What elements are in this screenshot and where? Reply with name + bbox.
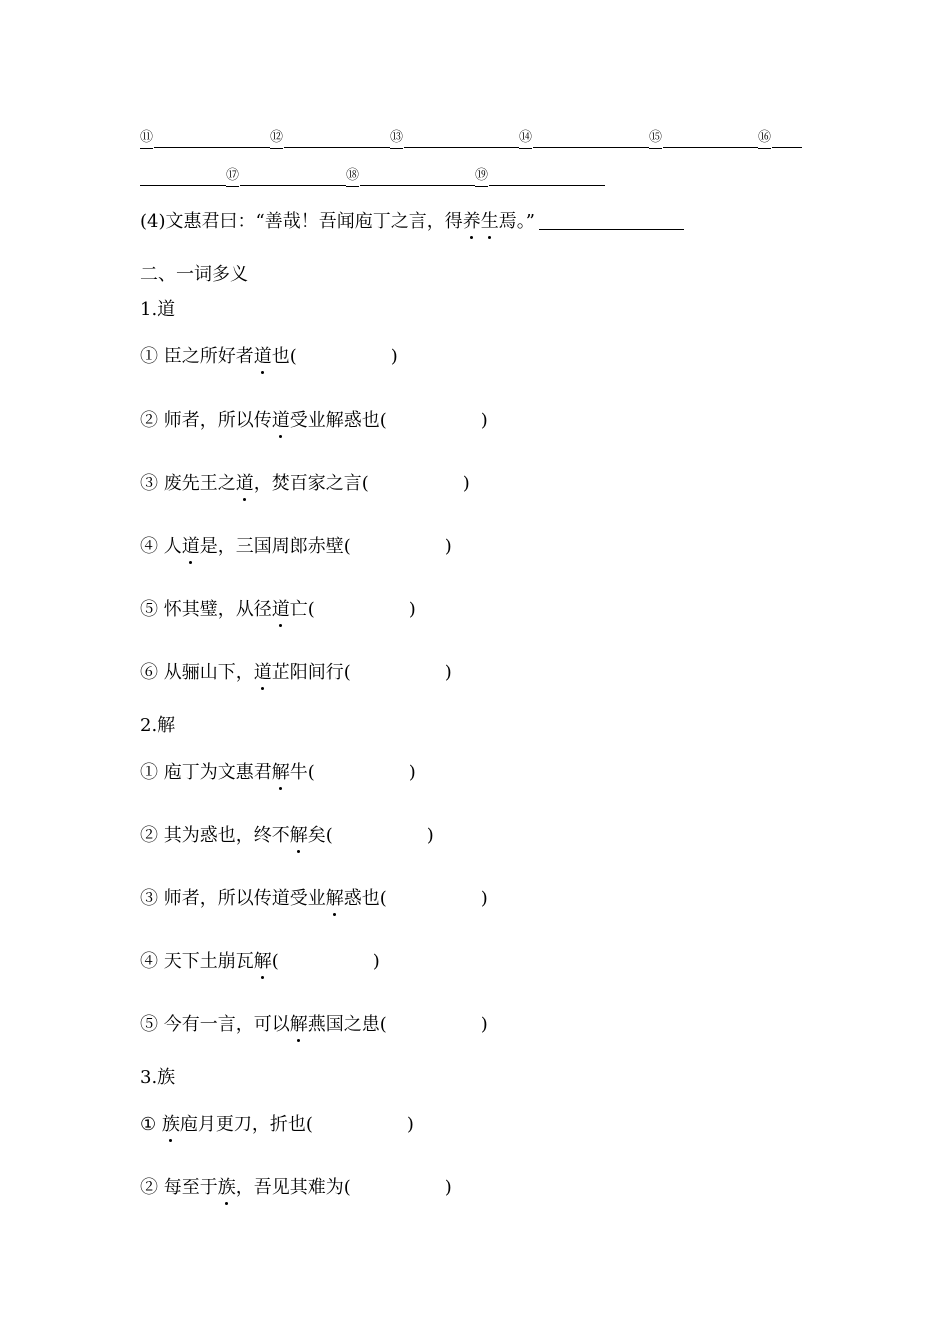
emphasis-char: 解 [253,951,272,972]
list-item [140,345,398,369]
list-item [140,824,434,848]
blank-line[interactable] [140,185,226,186]
list-item [140,1113,414,1137]
item-number: ② [140,410,158,431]
list-item [140,1176,452,1200]
item-text: 师者，所以传道受业 [163,888,326,909]
list-item [140,1013,488,1037]
close-paren: ) [444,662,452,683]
list-item [140,598,416,622]
blank-line[interactable] [154,147,270,148]
blank-number: ⑫ [270,128,283,149]
blank-number: ⑬ [390,128,403,149]
item-text: 惑也( [343,888,387,909]
blank-row-1 [140,128,805,152]
emphasis-char: 道 [235,473,254,494]
blank-number: ⑱ [346,166,359,187]
blank-line[interactable] [533,147,649,148]
item-number: ③ [140,888,158,909]
close-paren: ) [444,536,452,557]
question-4 [140,210,684,234]
item-text: ，焚百家之言( [253,473,369,494]
emphasis-char: 解 [271,762,290,783]
emphasis-char: 道 [271,599,290,620]
item-number: ③ [140,473,158,494]
close-paren: ) [480,1014,488,1035]
list-item [140,661,452,685]
close-paren: ) [406,1114,414,1135]
question-text: 文惠君曰：“善哉！吾闻庖丁之言，得 [165,211,463,232]
blank-number: ⑯ [758,128,771,149]
item-text: 庖月更刀，折也( [179,1114,313,1135]
blank-line[interactable] [360,185,475,186]
blank-line[interactable] [772,147,802,148]
emphasis-char: 族 [217,1177,236,1198]
item-text: 芷阳间行( [271,662,351,683]
item-text: 矣( [307,825,333,846]
item-text: 废先王之 [163,473,236,494]
item-text: 从骊山下， [163,662,254,683]
item-text: 燕国之患( [307,1014,387,1035]
emphasis-char: 道 [181,536,200,557]
answer-blank[interactable] [539,211,684,230]
item-number: ① [140,1114,157,1135]
item-text: 也( [271,346,297,367]
item-text: 人 [163,536,182,557]
item-text: 臣之所好者 [163,346,254,367]
item-text: 受业解惑也( [289,410,387,431]
list-item [140,535,452,559]
close-paren: ) [408,762,416,783]
close-paren: ) [462,473,470,494]
item-text: 是，三国周郎赤壁( [199,536,351,557]
blank-number: ⑪ [140,128,153,149]
blank-line[interactable] [489,185,605,186]
blank-number: ⑭ [519,128,532,149]
close-paren: ) [372,951,380,972]
item-number: ② [140,1177,158,1198]
item-text: 师者，所以传 [163,410,272,431]
question-text: 焉。” [498,211,535,232]
close-paren: ) [480,410,488,431]
item-number: ⑤ [140,1014,158,1035]
emphasis-char: 解 [289,825,308,846]
item-text: 牛( [289,762,315,783]
item-number: ④ [140,536,158,557]
blank-number: ⑲ [475,166,488,187]
emphasis-char: 道 [271,410,290,431]
item-text: 今有一言，可以 [163,1014,290,1035]
close-paren: ) [426,825,434,846]
emphasis-char: 生 [480,211,499,232]
emphasis-char: 解 [325,888,344,909]
emphasis-char: 道 [253,662,272,683]
list-item [140,761,416,785]
blank-line[interactable] [404,147,519,148]
list-item [140,472,470,496]
blank-line[interactable] [284,147,390,148]
group-title: 1.道 [140,299,176,320]
item-text: 其为惑也，终不 [163,825,290,846]
close-paren: ) [444,1177,452,1198]
blank-line[interactable] [240,185,346,186]
group-title: 3.族 [140,1067,176,1088]
question-number: (4) [140,211,166,232]
group-title: 2.解 [140,715,176,736]
blank-number: ⑰ [226,166,239,187]
item-text: 庖丁为文惠君 [163,762,272,783]
item-number: ② [140,825,158,846]
section-title: 二、一词多义 [140,264,248,285]
item-text: 每至于 [163,1177,218,1198]
list-item [140,950,380,974]
close-paren: ) [480,888,488,909]
emphasis-char: 族 [161,1114,180,1135]
item-text: ，吾见其难为( [235,1177,351,1198]
item-text: 亡( [289,599,315,620]
blank-number: ⑮ [649,128,662,149]
item-number: ⑥ [140,662,158,683]
item-text: 天下土崩瓦 [163,951,254,972]
item-text: 怀其璧，从径 [163,599,272,620]
emphasis-char: 解 [289,1014,308,1035]
item-number: ⑤ [140,599,158,620]
item-number: ① [140,762,158,783]
blank-line[interactable] [663,147,758,148]
close-paren: ) [408,599,416,620]
list-item [140,409,488,433]
item-number: ④ [140,951,158,972]
item-text: ( [271,951,279,972]
blank-row-2 [140,166,610,190]
emphasis-char: 道 [253,346,272,367]
close-paren: ) [390,346,398,367]
list-item [140,887,488,911]
item-number: ① [140,346,158,367]
emphasis-char: 养 [462,211,481,232]
